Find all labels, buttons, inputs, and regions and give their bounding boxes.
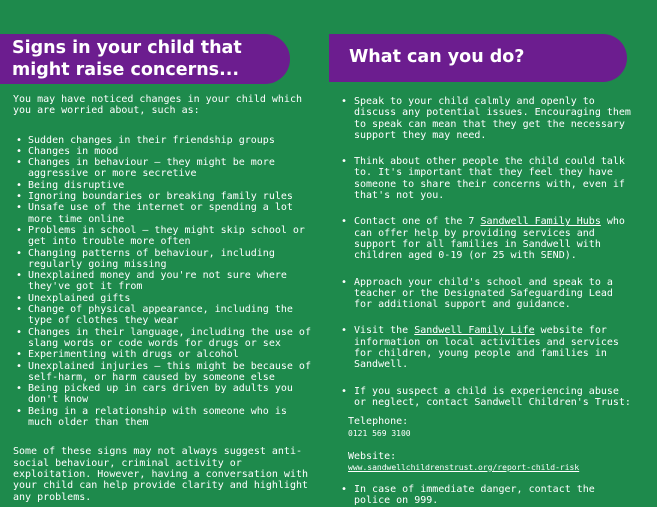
sign-item: • Problems in school – they might skip school or get into trouble more often	[13, 225, 313, 248]
signs-outro: Some of these signs may not always suggest anti-social behaviour, criminal activity or exploitation. However, having a conversation with your child can help provide clarity and highlight any problems.	[13, 446, 309, 503]
sign-item: • Unexplained injuries – this might be because of self-harm, or harm caused by someone else	[13, 361, 313, 384]
sign-item: • Changes in mood	[13, 146, 313, 157]
sign-item: • Unexplained money and you're not sure where they've got it from	[13, 270, 313, 293]
advice-speak-calmly: • Speak to your child calmly and openly to discuss any potential issues. Encouraging them to speak can mean that they get the necessary support they may need.	[340, 96, 636, 141]
signs-intro: You may have noticed changes in your child which you are worried about, such as:	[13, 94, 302, 117]
advice-school: • Approach your child's school and speak to a teacher or the Designated Safeguarding Lead for additional support and guidance.	[340, 277, 636, 311]
sign-item: • Change of physical appearance, including the type of clothes they wear	[13, 304, 313, 327]
family-life-link[interactable]: Sandwell Family Life	[414, 325, 535, 337]
signs-list	[13, 135, 313, 429]
telephone-label: Telephone:	[348, 416, 409, 428]
what-to-do-heading: What can you do?	[349, 47, 525, 67]
what-to-do-list	[340, 96, 636, 408]
sign-item: • Changes in behaviour – they might be more aggressive or more secretive	[13, 157, 313, 180]
family-life-text-post: website for information on local activities and services for children, young people and families in Sandwell.	[354, 325, 619, 371]
sign-item: • Unexplained gifts	[13, 293, 313, 304]
sign-item: • Being disruptive	[13, 180, 313, 191]
sign-item: • Being in a relationship with someone who is much older than them	[13, 406, 313, 429]
family-hubs-text-pre: Contact one of the 7	[354, 216, 481, 228]
family-hubs-link[interactable]: Sandwell Family Hubs	[480, 216, 601, 228]
family-hubs-text-post: who can offer help by providing services and support for all families in Sandwell with children aged 0-19 (or 25 with SEND).	[354, 216, 625, 262]
advice-family-life	[340, 325, 636, 370]
sign-item: • Unsafe use of the internet or spending a lot more time online	[13, 202, 313, 225]
what-to-do-heading-banner	[329, 34, 627, 82]
family-life-text-pre: Visit the	[354, 325, 415, 337]
what-to-do-column	[340, 96, 636, 506]
advice-family-hubs	[340, 216, 636, 261]
signs-heading: Signs in your child that might raise concerns...	[12, 38, 242, 80]
sign-item: • Ignoring boundaries or breaking family rules	[13, 191, 313, 202]
sign-item: • Changing patterns of behaviour, including regularly going missing	[13, 248, 313, 271]
emergency-list	[340, 484, 636, 507]
trust-contact-details	[340, 416, 636, 473]
signs-heading-banner	[0, 34, 290, 84]
signs-column	[13, 94, 313, 503]
website-label: Website:	[348, 450, 397, 462]
advice-immediate-danger: • In case of immediate danger, contact the police on 999.	[340, 484, 636, 507]
sign-item: • Sudden changes in their friendship groups	[13, 135, 313, 146]
advice-other-people: • Think about other people the child could talk to. It's important that they feel they have someone to share their concerns with, even if that's not you.	[340, 156, 636, 201]
website-link[interactable]: www.sandwellchildrenstrust.org/report-child-risk	[348, 462, 580, 472]
sign-item: • Being picked up in cars driven by adults you don't know	[13, 383, 313, 406]
sign-item: • Experimenting with drugs or alcohol	[13, 349, 313, 360]
advice-report-abuse: • If you suspect a child is experiencing abuse or neglect, contact Sandwell Children's Trust:	[340, 386, 636, 409]
sign-item: • Changes in their language, including the use of slang words or code words for drugs or sex	[13, 327, 313, 350]
telephone-number[interactable]: 0121 569 3100	[348, 428, 411, 438]
